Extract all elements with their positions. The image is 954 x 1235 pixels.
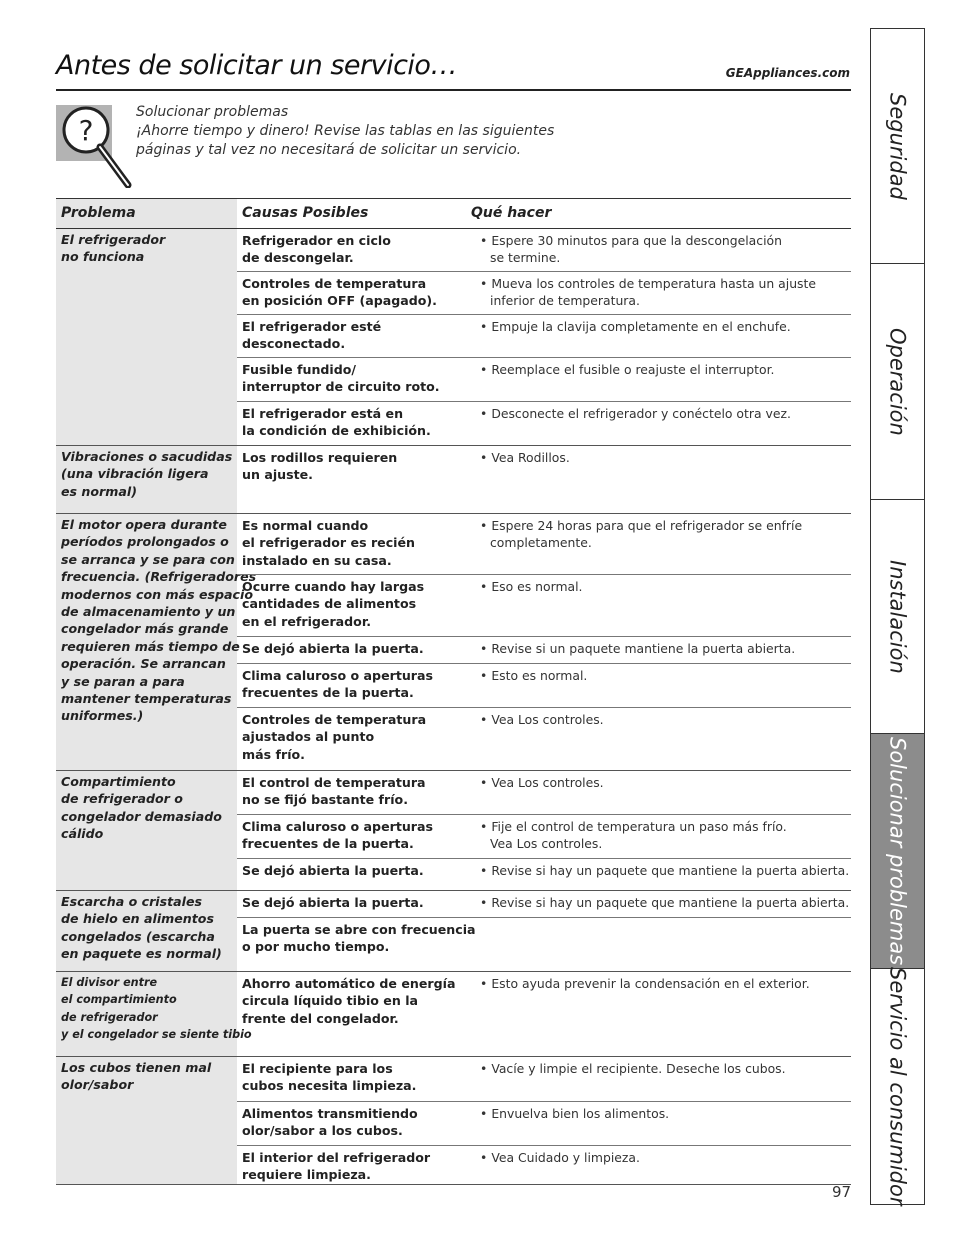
tab-operacion[interactable] [871, 264, 924, 500]
header-problem: Problema [56, 199, 237, 228]
problem-cell [56, 1057, 237, 1184]
action-line [480, 1105, 847, 1122]
page-title: Antes de solicitar un servicio… [56, 50, 457, 81]
cause-line: frecuentes de la puerta. [242, 685, 414, 701]
action-line [480, 894, 850, 911]
action-cell [466, 771, 851, 814]
problem-cell [56, 229, 237, 445]
tab-label: Instalación [885, 559, 910, 674]
intro-text [136, 103, 554, 160]
table-row [237, 1102, 851, 1146]
action-text: Empuje la clavija completamente en el enchufe. [491, 319, 791, 334]
action-text: se termine. [490, 250, 561, 266]
cause-line: no se fijó bastante frío. [242, 792, 408, 808]
action-text: Vea Los controles. [490, 836, 603, 852]
action-text: Vea Cuidado y limpieza. [491, 1150, 640, 1165]
problem-line: en paquete es normal) [61, 946, 222, 962]
action-cell [466, 402, 851, 445]
action-cell [466, 514, 851, 574]
action-line [480, 517, 847, 534]
action-line [480, 449, 847, 466]
cause-cell [237, 1057, 466, 1101]
cause-line: de descongelar. [242, 250, 354, 266]
action-text: Espere 24 horas para que el refrigerador se enfríe [491, 518, 803, 533]
problem-group [56, 514, 851, 771]
action-cell [466, 446, 851, 513]
table-row [237, 891, 851, 918]
action-cell [466, 891, 851, 917]
action-text: inferior de temperatura. [490, 293, 640, 309]
cause-line: El refrigerador esté [242, 319, 382, 334]
action-cell [466, 664, 851, 707]
cause-line: Clima caluroso o aperturas [242, 668, 434, 683]
action-cell [466, 272, 851, 314]
bullet-icon: • [480, 775, 488, 790]
table-row [237, 859, 851, 890]
cause-cell [237, 514, 466, 574]
cause-line: en el refrigerador. [242, 613, 372, 629]
action-line [480, 405, 847, 422]
problem-line: olor/sabor [61, 1077, 134, 1093]
tab-seguridad[interactable] [871, 29, 924, 264]
cause-cell [237, 315, 466, 357]
problem-line: El refrigerador [61, 232, 166, 247]
action-cell [466, 1102, 851, 1145]
table-row [237, 664, 851, 708]
problem-line: Escarcha o cristales [61, 894, 202, 909]
cause-cell [237, 1146, 466, 1184]
table-row [237, 575, 851, 637]
action-line [480, 292, 847, 309]
action-line [480, 1149, 847, 1166]
action-line [480, 1060, 847, 1077]
cause-line: interruptor de circuito roto. [242, 379, 440, 395]
bullet-icon: • [480, 668, 488, 683]
bullet-icon: • [480, 819, 488, 834]
table-row [237, 771, 851, 815]
action-line [480, 774, 847, 791]
action-text: Fije el control de temperatura un paso más frío. [491, 819, 787, 834]
cause-cell [237, 815, 466, 858]
cause-cell [237, 891, 466, 917]
problem-line: de refrigerador [61, 1010, 158, 1024]
problem-group [56, 229, 851, 446]
problem-cell [56, 514, 257, 770]
problem-group [56, 1057, 851, 1185]
bullet-icon: • [480, 233, 488, 248]
action-cell [466, 708, 851, 770]
table-row [237, 402, 851, 445]
action-text: Revise si un paquete mantiene la puerta abierta. [491, 641, 796, 656]
problem-line: de refrigerador o [61, 791, 183, 807]
cause-line: El interior del refrigerador [242, 1150, 431, 1165]
problem-line: (una vibración ligera [61, 466, 209, 482]
action-text: completamente. [490, 535, 592, 551]
cause-cell [237, 771, 466, 814]
bullet-icon: • [480, 319, 488, 334]
action-cell [466, 358, 851, 401]
intro-line: Solucionar problemas [136, 104, 289, 120]
action-line [480, 232, 847, 249]
cause-line: el refrigerador es recién [242, 535, 415, 551]
action-text: Revise si hay un paquete que mantiene la puerta abierta. [491, 895, 850, 910]
problem-line: uniformes.) [61, 708, 144, 724]
problem-line: se arranca y se para con [61, 551, 235, 567]
action-line [480, 667, 847, 684]
bullet-icon: • [480, 976, 488, 991]
action-text: Vea Los controles. [491, 775, 604, 790]
cause-line: Fusible fundido/ [242, 362, 357, 377]
cause-line: Ahorro automático de energía [242, 976, 456, 991]
cause-line: El refrigerador está en [242, 406, 404, 421]
bullet-icon: • [480, 1150, 488, 1165]
action-line [480, 275, 847, 292]
problem-line: y el congelador se siente tibio [61, 1028, 252, 1042]
action-text: Reemplace el fusible o reajuste el interruptor. [491, 362, 775, 377]
cause-cell [237, 972, 466, 1056]
problem-line: operación. Se arrancan [61, 656, 226, 672]
problem-line: y se paran a para [61, 673, 185, 689]
action-line [480, 534, 847, 551]
cause-line: Los rodillos requieren [242, 450, 398, 465]
website-link[interactable]: GEAppliances.com [725, 66, 850, 80]
problem-line: congelador demasiado [61, 808, 222, 824]
header-cause: Causas Posibles [242, 205, 369, 221]
cause-line: Refrigerador en ciclo [242, 233, 391, 248]
problem-line: es normal) [61, 483, 137, 499]
table-row [237, 272, 851, 315]
cause-line: cantidades de alimentos [242, 596, 417, 612]
cause-cell [237, 1102, 466, 1145]
problem-line: de almacenamiento y un [61, 604, 236, 620]
action-line [480, 249, 847, 266]
problem-line: de hielo en alimentos [61, 911, 214, 927]
action-text: Esto es normal. [491, 668, 588, 683]
table-row [237, 918, 851, 971]
table-row [237, 972, 851, 1056]
table-row [237, 815, 851, 859]
cause-line: Controles de temperatura [242, 276, 427, 291]
cause-line: Se dejó abierta la puerta. [242, 863, 424, 878]
problem-line: no funciona [61, 249, 145, 265]
bullet-icon: • [480, 863, 488, 878]
bullet-icon: • [480, 895, 488, 910]
action-cell [466, 315, 851, 357]
intro-line: páginas y tal vez no necesitará de solicitar un servicio. [136, 142, 522, 158]
cause-line: requiere limpieza. [242, 1167, 371, 1183]
table-body [56, 229, 851, 1185]
bullet-icon: • [480, 579, 488, 594]
cause-line: o por mucho tiempo. [242, 939, 390, 955]
action-text: Envuelva bien los alimentos. [491, 1106, 670, 1121]
action-line [480, 975, 847, 992]
bullet-icon: • [480, 276, 488, 291]
header-action: Qué hacer [471, 205, 552, 221]
cause-line: frecuentes de la puerta. [242, 836, 414, 852]
cause-line: Clima caluroso o aperturas [242, 819, 434, 834]
problem-cell [56, 446, 237, 513]
tab-servicio-al-consumidor[interactable] [871, 969, 924, 1204]
action-text: Vacíe y limpie el recipiente. Deseche los cubos. [491, 1061, 786, 1076]
problem-line: El motor opera durante [61, 517, 227, 532]
cause-line: Ocurre cuando hay largas [242, 579, 425, 594]
cause-cell [237, 575, 466, 636]
bullet-icon: • [480, 712, 488, 727]
action-cell [466, 637, 851, 663]
action-text: Eso es normal. [491, 579, 583, 594]
problem-line: mantener temperaturas [61, 691, 232, 707]
tab-instalacion[interactable] [871, 500, 924, 734]
title-divider [56, 89, 851, 91]
cause-line: Controles de temperatura [242, 712, 427, 727]
cause-line: El recipiente para los [242, 1061, 393, 1076]
action-line [480, 640, 847, 657]
problem-cell [56, 771, 237, 890]
problem-line: frecuencia. (Refrigeradores [61, 569, 257, 585]
action-line [480, 818, 847, 835]
bullet-icon: • [480, 641, 488, 656]
cause-line: Se dejó abierta la puerta. [242, 895, 424, 910]
problem-line: modernos con más espacio [61, 586, 253, 602]
cause-line: instalado en su casa. [242, 552, 392, 568]
cause-line: más frío. [242, 746, 305, 762]
tab-label: Servicio al consumidor [885, 967, 910, 1206]
cause-cell [237, 664, 466, 707]
action-line [480, 711, 847, 728]
bullet-icon: • [480, 518, 488, 533]
table-row [237, 1146, 851, 1184]
cause-line: olor/sabor a los cubos. [242, 1123, 403, 1139]
problem-line: Vibraciones o sacudidas [61, 449, 233, 464]
problem-line: El divisor entre [61, 976, 158, 989]
action-text: Vea Rodillos. [491, 450, 570, 465]
action-text: Espere 30 minutos para que la descongelación [491, 233, 782, 248]
table-row [237, 708, 851, 770]
table-row [237, 358, 851, 402]
bullet-icon: • [480, 1106, 488, 1121]
action-cell [466, 1057, 851, 1101]
table-row [237, 446, 851, 513]
cause-cell [237, 402, 466, 445]
cause-cell [237, 859, 466, 890]
problem-cell [56, 891, 237, 971]
bullet-icon: • [480, 362, 488, 377]
problem-line: Los cubos tienen mal [61, 1060, 212, 1075]
bullet-icon: • [480, 1061, 488, 1076]
cause-line: circula líquido tibio en la [242, 993, 419, 1009]
cause-cell [237, 637, 466, 663]
cause-line: Es normal cuando [242, 518, 369, 533]
table-row [237, 315, 851, 358]
problem-cell [56, 972, 252, 1056]
problem-line: cálido [61, 826, 104, 842]
cause-line: El control de temperatura [242, 775, 426, 790]
intro-line: ¡Ahorre tiempo y dinero! Revise las tablas en las siguientes [136, 123, 555, 139]
cause-line: un ajuste. [242, 467, 313, 483]
table-row [237, 1057, 851, 1102]
svg-text:?: ? [78, 114, 94, 147]
cause-line: La puerta se abre con frecuencia [242, 922, 476, 937]
tab-label: Seguridad [885, 92, 910, 200]
action-line [480, 835, 847, 852]
cause-cell [237, 708, 466, 770]
action-text: Revise si hay un paquete que mantiene la puerta abierta. [491, 863, 850, 878]
problem-group [56, 771, 851, 891]
cause-cell [237, 272, 466, 314]
action-line [480, 361, 847, 378]
question-magnifier-icon [56, 103, 136, 188]
page-number: 97 [832, 1183, 852, 1201]
bullet-icon: • [480, 406, 488, 421]
cause-cell [237, 446, 466, 513]
section-tabs [870, 28, 925, 1205]
problem-line: congelador más grande [61, 621, 229, 637]
action-cell [466, 229, 851, 271]
tab-label: Operación [885, 327, 910, 436]
cause-line: cubos necesita limpieza. [242, 1078, 417, 1094]
action-cell [466, 1146, 851, 1184]
action-cell [466, 972, 851, 1056]
problem-line: Compartimiento [61, 774, 176, 789]
table-header [56, 198, 851, 229]
troubleshooting-table [56, 198, 851, 1185]
action-line [480, 578, 847, 595]
cause-line: frente del congelador. [242, 1010, 399, 1026]
table-row [237, 514, 851, 575]
cause-line: Alimentos transmitiendo [242, 1106, 418, 1121]
action-cell [466, 575, 851, 636]
problem-line: requieren más tiempo de [61, 638, 240, 654]
cause-line: Se dejó abierta la puerta. [242, 641, 424, 656]
problem-group [56, 446, 851, 514]
action-text: Mueva los controles de temperatura hasta un ajuste [491, 276, 816, 291]
action-text: Desconecte el refrigerador y conéctelo otra vez. [491, 406, 791, 421]
action-line [480, 318, 847, 335]
action-cell [466, 859, 851, 890]
problem-line: períodos prolongados o [61, 534, 229, 550]
action-line [480, 862, 850, 879]
cause-line: ajustados al punto [242, 729, 375, 745]
action-text: Esto ayuda prevenir la condensación en el exterior. [491, 976, 810, 991]
table-row [237, 637, 851, 664]
tab-label: Solucionar problemas [885, 736, 910, 966]
cause-cell [237, 358, 466, 401]
action-text: Vea Los controles. [491, 712, 604, 727]
action-cell [466, 918, 851, 971]
action-cell [466, 815, 851, 858]
tab-solucionar-problemas[interactable] [871, 734, 924, 969]
cause-line: la condición de exhibición. [242, 423, 431, 439]
table-row [237, 229, 851, 272]
problem-line: congelados (escarcha [61, 928, 215, 944]
bullet-icon: • [480, 450, 488, 465]
problem-line: el compartimiento [61, 993, 177, 1007]
cause-cell [237, 918, 476, 971]
problem-group [56, 972, 851, 1057]
cause-line: en posición OFF (apagado). [242, 293, 437, 309]
problem-group [56, 891, 851, 972]
cause-line: desconectado. [242, 336, 346, 352]
cause-cell [237, 229, 466, 271]
